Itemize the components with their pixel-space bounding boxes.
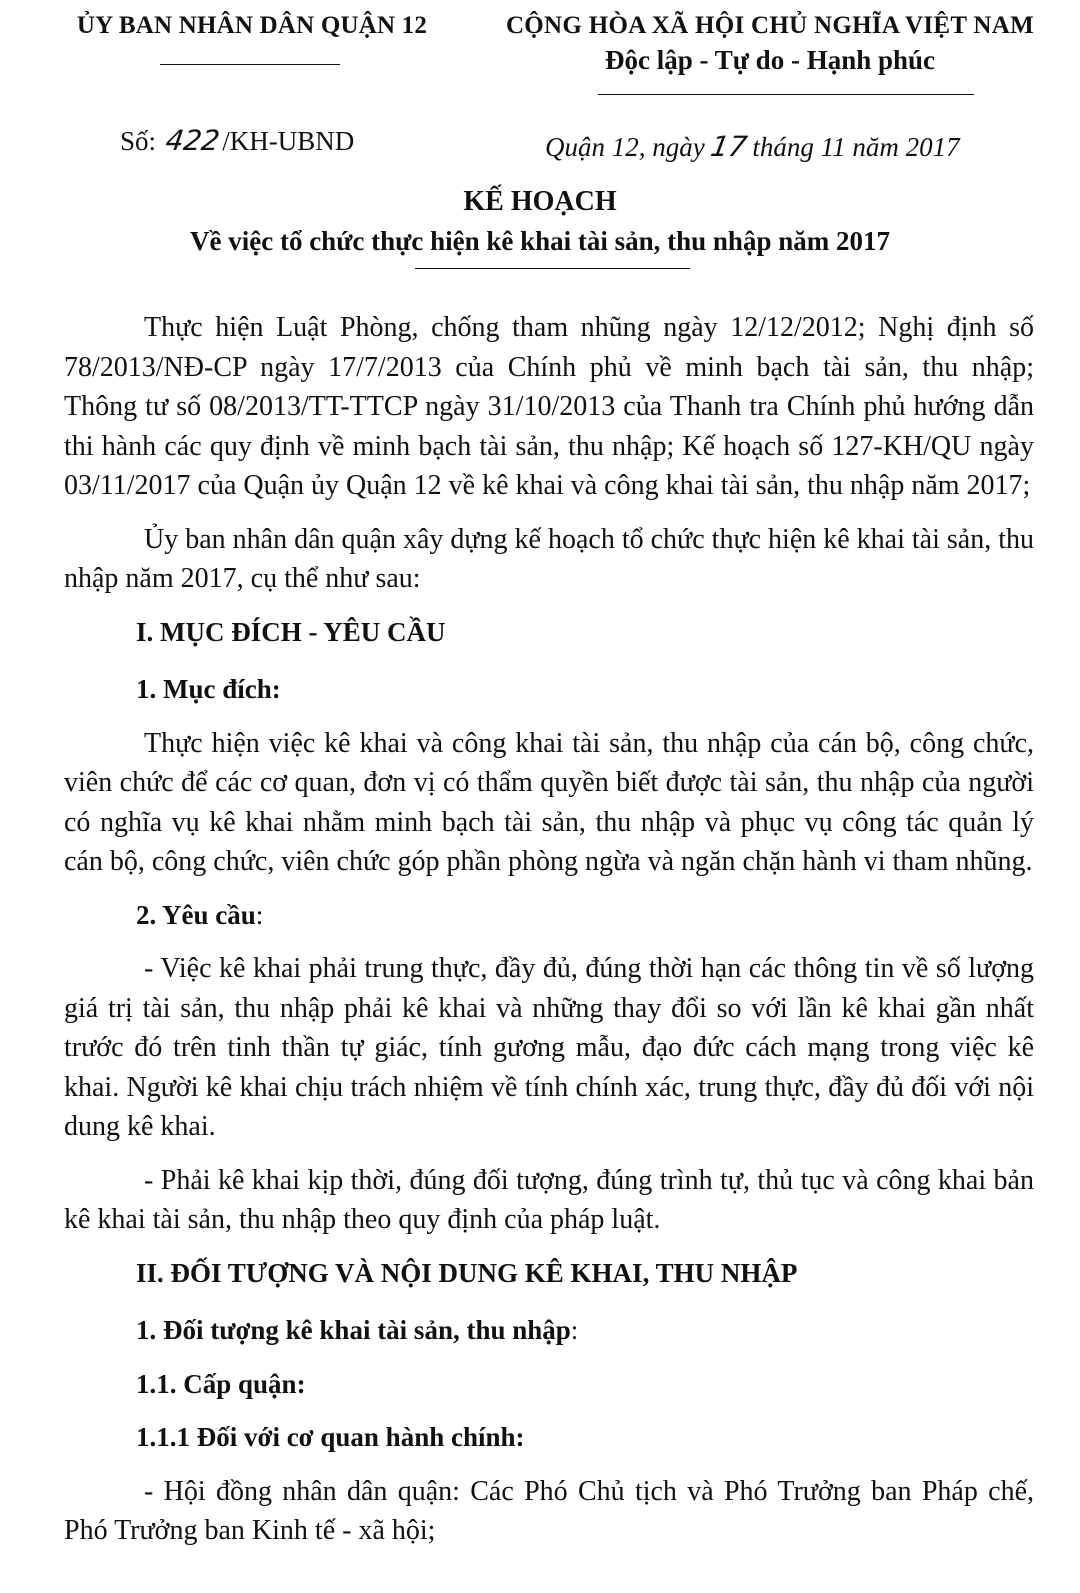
issuing-agency: ỦY BAN NHÂN DÂN QUẬN 12: [76, 12, 428, 39]
intro-paragraph-2: Ủy ban nhân dân quận xây dựng kế hoạch tổ chức thực hiện kê khai tài sản, thu nhập năm 2017, cụ thể như sau:: [64, 523, 1034, 594]
section-2-1-heading: [64, 1311, 1034, 1351]
title-underline: [415, 268, 690, 269]
section-2-1-1-1-text: - Hội đồng nhân dân quận: Các Phó Chủ tịch và Phó Trưởng ban Pháp chế, Phó Trưởng ban Kinh tế - xã hội;: [64, 1475, 1034, 1546]
doc-number-handwritten: 422: [163, 124, 222, 157]
intro-paragraph: Thực hiện Luật Phòng, chống tham nhũng ngày 12/12/2012; Nghị định số 78/2013/NĐ-CP ngày 17/7/2013 của Chính phủ về minh bạch tài sản, thu nhập; Thông tư số 08/2013/TT-TTCP ngày 31/10/2013 của Thanh tra Chính phủ hướng dẫn thi hành các quy định về minh bạch tài sản, thu nhập; Kế hoạch số 127-KH/QU ngày 03/11/2017 của Quận ủy Quận 12 về kê khai và công khai tài sản, thu nhập năm 2017;: [64, 312, 1034, 501]
doc-number-suffix: /KH-UBND: [222, 126, 355, 156]
section-1-2-item-a: - Việc kê khai phải trung thực, đầy đủ, đúng thời hạn các thông tin về số lượng giá trị tài sản, thu nhập phải kê khai và những thay đổi so với lần kê khai gần nhất trước đó trên tinh thần tự giác, tính gương mẫu, đạo đức cách mạng trong việc kê khai. Người kê khai chịu trách nhiệm về tính chính xác, trung thực, đầy đủ đối với nội dung kê khai.: [64, 953, 1034, 1142]
document-body: [64, 308, 1034, 1565]
document-date: [545, 130, 960, 163]
section-1-heading: I. MỤC ĐÍCH - YÊU CẦU: [136, 616, 446, 647]
motto-underline: [598, 94, 974, 95]
doc-date-prefix: Quận 12, ngày: [545, 132, 705, 162]
national-motto: Độc lập - Tự do - Hạnh phúc: [604, 45, 936, 75]
agency-underline: [160, 64, 340, 65]
section-2-1-label: 1. Đối tượng kê khai tài sản, thu nhập: [136, 1315, 571, 1345]
doc-date-day-handwritten: 17: [707, 130, 750, 163]
section-1-2-heading: [64, 896, 1034, 936]
document-subtitle: Về việc tổ chức thực hiện kê khai tài sản, thu nhập năm 2017: [190, 226, 890, 256]
section-1-1-heading: 1. Mục đích:: [136, 674, 281, 704]
national-header: [470, 12, 1070, 76]
section-2-1-1-1-heading: 1.1.1 Đối với cơ quan hành chính:: [136, 1422, 525, 1452]
section-1-2-label: 2. Yêu cầu: [136, 899, 256, 930]
nation-name: CỘNG HÒA XÃ HỘI CHỦ NGHĨA VIỆT NAM: [505, 12, 1035, 39]
section-1-2-colon: :: [255, 899, 264, 930]
section-2-1-1-heading: 1.1. Cấp quận:: [136, 1368, 306, 1399]
section-2-heading: II. ĐỐI TƯỢNG VÀ NỘI DUNG KÊ KHAI, THU NHẬP: [136, 1257, 798, 1288]
doc-date-suffix: tháng 11 năm 2017: [752, 132, 960, 162]
section-2-1-colon: :: [570, 1315, 579, 1345]
document-number: [120, 124, 354, 157]
doc-number-prefix: Số:: [120, 126, 157, 156]
section-1-1-text: Thực hiện việc kê khai và công khai tài sản, thu nhập của cán bộ, công chức, viên chức để các cơ quan, đơn vị có thẩm quyền biết được tài sản, thu nhập của người có nghĩa vụ kê khai nhằm minh bạch tài sản, thu nhập và phục vụ công tác quản lý cán bộ, công chức, viên chức góp phần phòng ngừa và ngăn chặn hành vi tham nhũng.: [64, 727, 1034, 877]
section-1-2-item-b: - Phải kê khai kịp thời, đúng đối tượng, đúng trình tự, thủ tục và công khai bản kê khai tài sản, thu nhập theo quy định của pháp luật.: [64, 1164, 1034, 1235]
document-title: KẾ HOẠCH: [463, 186, 617, 217]
